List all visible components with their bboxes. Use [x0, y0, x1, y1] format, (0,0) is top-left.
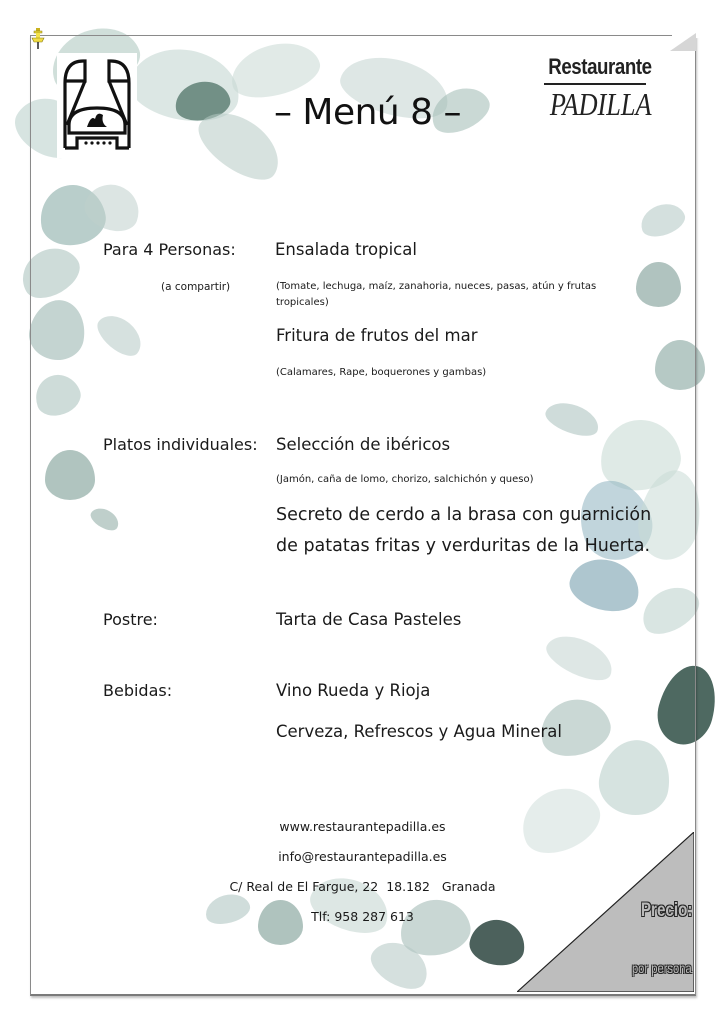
price-unit-label: por persona [632, 960, 692, 976]
section-sublabel-a-compartir: (a compartir) [161, 281, 231, 293]
section-label-postre: Postre: [103, 610, 158, 629]
brand-line-padilla: PADILLA [549, 86, 652, 122]
fireplace-oven-logo-icon [57, 53, 137, 158]
restaurant-logo [57, 53, 137, 158]
page-fold-corner [670, 33, 696, 51]
contact-address: C/ Real de El Fargue, 22 18.182 Granada [229, 879, 496, 894]
dish-fritura-frutos-del-mar: Fritura de frutos del mar [276, 326, 478, 345]
contact-website-link[interactable]: www.restaurantepadilla.es [279, 819, 446, 834]
dish-tarta-casa-pasteles: Tarta de Casa Pasteles [276, 610, 462, 629]
dish-note-ibericos: (Jamón, caña de lomo, chorizo, salchichón y queso) [276, 474, 534, 485]
pushpin-icon [31, 28, 45, 50]
dish-note-fritura: (Calamares, Rape, boquerones y gambas) [276, 367, 487, 378]
dish-seleccion-ibericos: Selección de ibéricos [276, 435, 451, 454]
dish-secreto-de-cerdo-line2: de patatas fritas y verduritas de la Huerta. [276, 536, 651, 556]
drink-vino-rueda-rioja: Vino Rueda y Rioja [276, 681, 431, 700]
brand-divider [544, 83, 646, 85]
dish-ensalada-tropical: Ensalada tropical [275, 240, 417, 259]
menu-title: – Menú 8 – [273, 92, 462, 133]
contact-phone: Tlf: 958 287 613 [311, 909, 414, 924]
drink-cerveza-refrescos-agua: Cerveza, Refrescos y Agua Mineral [276, 722, 562, 741]
dish-note-ensalada-line1: (Tomate, lechuga, maíz, zanahoria, nueces, pasas, atún y frutas [276, 281, 597, 292]
section-label-para-4-personas: Para 4 Personas: [103, 240, 236, 259]
dish-secreto-de-cerdo-line1: Secreto de cerdo a la brasa con guarnición [276, 505, 652, 525]
section-label-platos-individuales: Platos individuales: [103, 435, 258, 454]
price-label: Precio: [640, 900, 692, 921]
brand-line-restaurante: Restaurante [548, 54, 652, 79]
contact-email-link[interactable]: info@restaurantepadilla.es [278, 849, 447, 864]
dish-note-ensalada-line2: tropicales) [276, 297, 329, 308]
restaurant-brand [540, 54, 650, 121]
section-label-bebidas: Bebidas: [103, 681, 173, 700]
